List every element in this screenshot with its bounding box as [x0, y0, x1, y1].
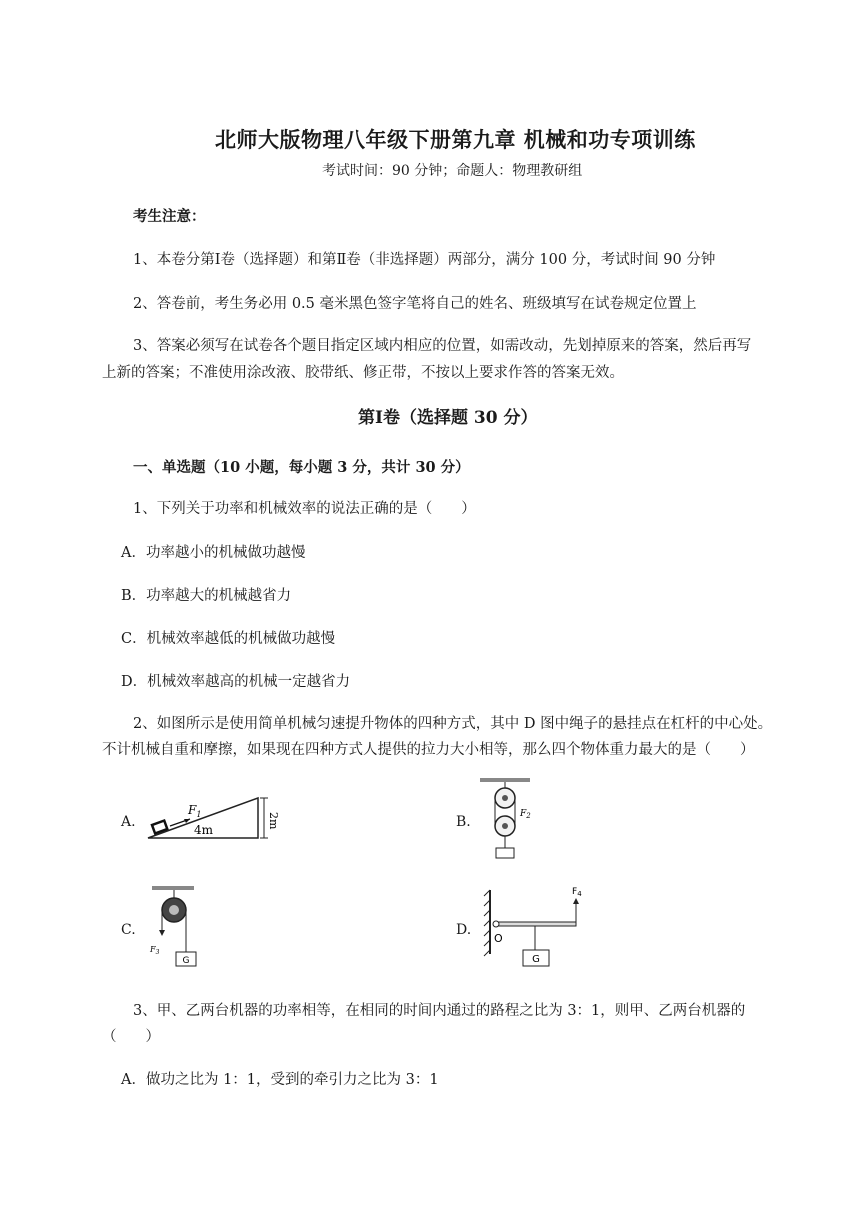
figure-d-lever: [478, 882, 598, 972]
svg-text:F2: [519, 809, 531, 820]
figure-c-force-sub: 3: [155, 949, 160, 956]
figure-a-slope-length: 4m: [194, 823, 214, 837]
question-3-stem-line1: 3、甲、乙两台机器的功率相等，在相同的时间内通过的路程之比为 3：1，则甲、乙两台机器的: [133, 1003, 746, 1019]
svg-text:F4: [572, 887, 582, 898]
figure-a-height: 2m: [267, 812, 280, 830]
figure-d-weight: G: [532, 954, 540, 965]
notice-item-3: 3、答案必须写在试卷各个题目指定区域内相应的位置，如需改动，先划掉原来的答案，然后再写: [133, 338, 752, 354]
svg-text:F3: [149, 945, 160, 956]
page-title: 北师大版物理八年级下册第九章 机械和功专项训练: [215, 127, 696, 152]
figure-d-label: D.: [456, 922, 472, 938]
figure-c-weight: G: [182, 956, 190, 966]
notice-item-1: 1、本卷分第Ⅰ卷（选择题）和第Ⅱ卷（非选择题）两部分，满分 100 分，考试时间 90 分钟: [133, 252, 716, 268]
figure-d-force: F: [572, 887, 578, 897]
question-1-option-c: C．机械效率越低的机械做功越慢: [121, 631, 336, 647]
figure-b-label: B.: [456, 814, 471, 830]
figure-b-force: F: [520, 809, 527, 819]
question-3-option-a: A．做功之比为 1：1，受到的牵引力之比为 3：1: [121, 1072, 439, 1088]
figure-b-force-sub: 2: [526, 812, 531, 820]
pivot-icon: [493, 921, 499, 927]
part-heading: 一、单选题（10 小题，每小题 3 分，共计 30 分）: [133, 459, 470, 476]
question-1-option-d: D．机械效率越高的机械一定越省力: [121, 674, 351, 690]
question-1-option-b: B．功率越大的机械越省力: [121, 588, 292, 604]
figure-c-force: F: [150, 945, 156, 954]
figure-a-inclined-plane: [142, 792, 282, 852]
lever-bar-icon: [494, 922, 576, 926]
exam-info: 考试时间：90 分钟；命题人：物理教研组: [322, 163, 583, 179]
notice-heading: 考生注意：: [133, 208, 206, 225]
figure-d-force-sub: 4: [577, 890, 582, 898]
figure-a-label: A.: [121, 814, 136, 830]
figure-d-pivot: O: [494, 932, 503, 945]
figure-a-force: F: [188, 803, 197, 817]
section-title: 第Ⅰ卷（选择题 30 分）: [358, 408, 538, 428]
figure-a-force-sub: 1: [196, 810, 202, 819]
figure-c-label: C.: [121, 922, 136, 938]
notice-item-2: 2、答卷前，考生务必用 0.5 毫米黑色签字笔将自己的姓名、班级填写在试卷规定位置上: [133, 296, 697, 312]
question-3-stem-line2: （ ）: [102, 1029, 160, 1045]
weight-icon: [496, 848, 514, 858]
figure-b-pulley-block: [476, 776, 546, 862]
figure-c-fixed-pulley: [146, 884, 206, 970]
question-1-option-a: A．功率越小的机械做功越慢: [121, 545, 306, 561]
notice-item-3-cont: 上新的答案；不准使用涂改液、胶带纸、修正带，不按以上要求作答的答案无效。: [102, 365, 624, 381]
question-2-stem-line1: 2、如图所示是使用简单机械匀速提升物体的四种方式，其中 D 图中绳子的悬挂点在杠杆的中心处。: [133, 716, 773, 732]
question-1-stem: 1、下列关于功率和机械效率的说法正确的是（ ）: [133, 501, 476, 517]
svg-text:F1: [187, 803, 201, 819]
question-2-stem-line2: 不计机械自重和摩擦，如果现在四种方式人提供的拉力大小相等，那么四个物体重力最大的是（ ）: [102, 742, 755, 758]
